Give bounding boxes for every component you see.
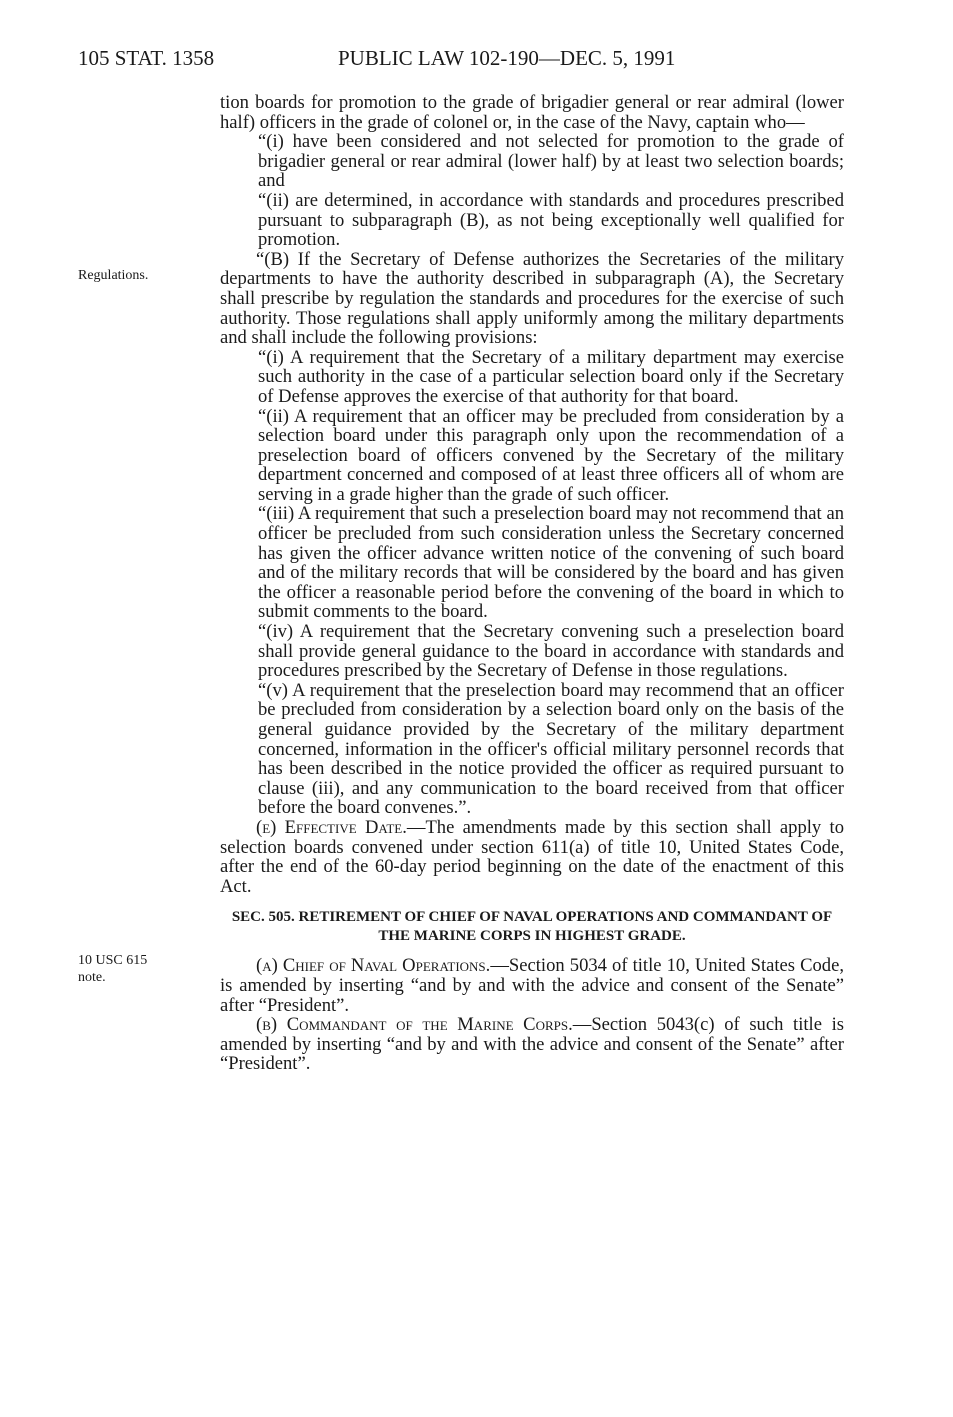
subsection-e-text: —The amendments made by this section shall apply to selection boards convened under section 611(a) of title 10, United States Code, after the end of the 60-day period beginning on the date of the enactment of this Act. [220,816,844,897]
margin-note-regulations-text: Regulations. [78,268,149,283]
subsection-e-label: (e) Effective Date. [256,816,407,838]
clause-a-i: “(i) have been considered and not selected for promotion to the grade of brigadier general or rear admiral (lower half) by at least two selection boards; and [258,131,844,192]
document-body [220,93,844,1074]
margin-note-usc-line1: 10 USC 615 [78,953,148,968]
subsection-e [220,818,844,896]
section-505-b-text: —Section 5043(c) of such title is amended by inserting “and by and with the advice and consent of the Senate” after “President”. [220,1014,844,1075]
margin-note-regulations [78,267,188,284]
margin-note-usc-line2: note. [78,970,106,985]
section-505-b-label: (b) Commandant of the Marine Corps. [256,1014,573,1036]
section-505-a-label: (a) Chief of Naval Operations. [256,955,491,977]
section-505-heading: SEC. 505. RETIREMENT OF CHIEF OF NAVAL OPERATIONS AND COMMANDANT OF THE MARINE CORPS IN HIGHEST GRADE. [231,909,833,945]
subparagraph-b: “(B) If the Secretary of Defense authorizes the Secretaries of the military departments to have the authority described in subparagraph (A), the Secretary shall prescribe by regulation the standards and procedures for the exercise of such authority. Those regulations shall apply uniformly among the military departments and shall include the following provisions: [220,248,844,349]
clause-b-ii: “(ii) A requirement that an officer may be precluded from consideration by a selection board under this paragraph only upon the recommendation of a preselection board of officers convened by the Secretary of the military department concerned and composed of at least three officers all of whom are serving in a grade higher than the grade of such officer. [258,405,844,505]
clause-b-iii: “(iii) A requirement that such a preselection board may not recommend that an officer be precluded from such consideration unless the Secretary concerned has given the officer advance written notice of the convening of such board and of the military records that will be considered by the board and has given the officer a reasonable period before the convening of the board in which to submit comments to the board. [258,503,844,623]
clause-b-i: “(i) A requirement that the Secretary of a military department may exercise such authority in the case of a particular selection board only if the Secretary of Defense approves the exercise of that authority for that board. [258,346,844,407]
clause-b-v: “(v) A requirement that the preselection board may recommend that an officer be precluded from consideration by a selection board only on the basis of the general guidance provided by the Secretary of the military department concerned, information in the officer's official military personnel records that has been described in the notice provided the officer as required pursuant to clause (iii), and any communication to the board received from that officer before the board convenes.”. [258,679,844,819]
clause-a-ii: “(ii) are determined, in accordance with standards and procedures prescribed pursuant to subparagraph (B), as not being exceptionally well qualified for promotion. [258,189,844,251]
intro-paragraph: tion boards for promotion to the grade of brigadier general or rear admiral (lower half) officers in the grade of colonel or, in the case of the Navy, captain who— [220,92,844,133]
stat-page-number: 105 STAT. 1358 [78,46,215,70]
margin-note-usc [78,952,188,986]
section-505-a [220,956,844,1015]
section-505-a-text: —Section 5034 of title 10, United States Code, is amended by inserting “and by and with the advice and consent of the Senate” after “President”. [220,955,844,1016]
section-505-b [220,1015,844,1074]
public-law-title: PUBLIC LAW 102-190—DEC. 5, 1991 [338,46,676,70]
clause-b-iv: “(iv) A requirement that the Secretary convening such a preselection board shall provide general guidance to the board in accordance with standards and procedures prescribed by the Secretary of Defense in those regulations. [258,621,844,682]
